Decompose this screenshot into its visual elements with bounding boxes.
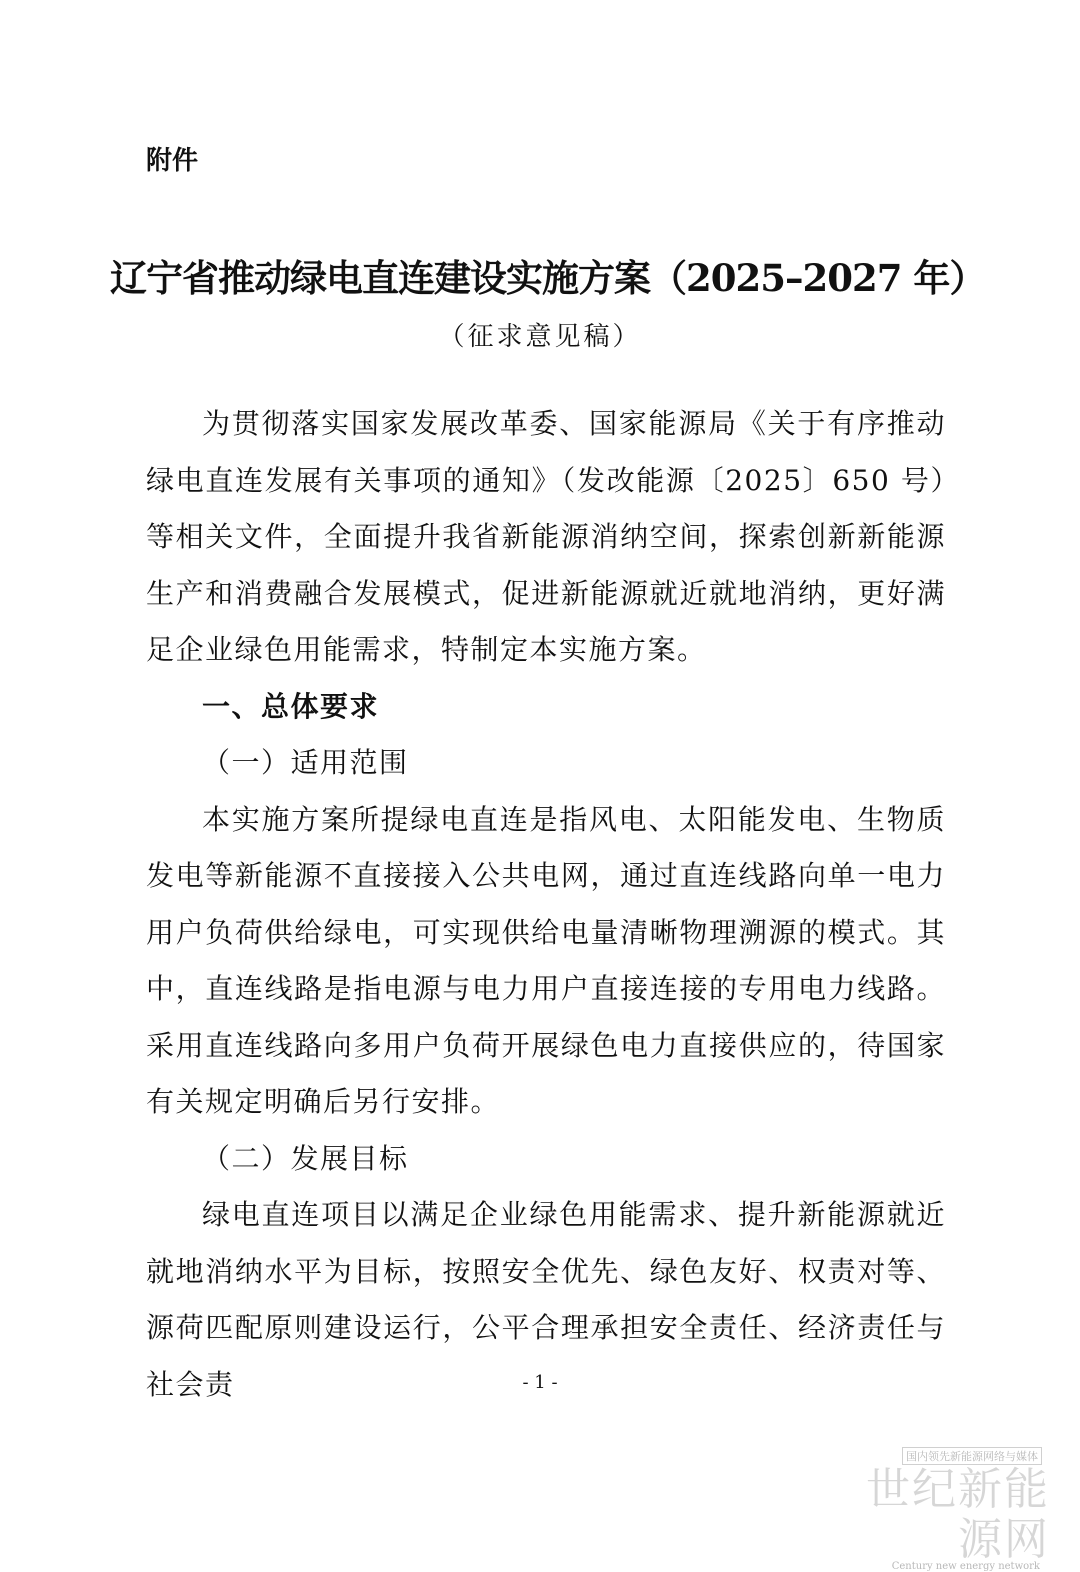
page-number: - 1 - [522, 1372, 558, 1393]
attachment-label: 附件 [146, 146, 199, 176]
watermark [840, 1445, 1050, 1572]
scope-paragraph: 本实施方案所提绿电直连是指风电、太阳能发电、生物质发电等新能源不直接接入公共电网，通过直连线路向单一电力用户负荷供给绿电，可实现供给电量清晰物理溯源的模式。其中，直连线路是指电源与电力用户直接连接的专用电力线路。采用直连线路向多用户负荷开展绿色电力直接供应的，待国家有关规定明确后另行安排。 [146, 802, 946, 1118]
watermark-slogan: 国内领先新能源网络与媒体 [902, 1447, 1042, 1465]
watermark-english: Century new energy network [891, 1561, 1040, 1572]
document-subtitle: （征求意见稿） [438, 322, 642, 352]
document-body [146, 396, 946, 1413]
subsection-heading: （二）发展目标 [202, 1141, 409, 1175]
document-title: 辽宁省推动绿电直连建设实施方案（2025–2027 年） [110, 256, 986, 300]
subsection-heading: （一）适用范围 [202, 746, 409, 779]
watermark-name: 世纪新能源网 [866, 1464, 1050, 1565]
intro-paragraph: 为贯彻落实国家发展改革委、国家能源局《关于有序推动绿电直连发展有关事项的通知》（发改能源〔2025〕650 号）等相关文件，全面提升我省新能源消纳空间，探索创新新能源生产和消费融合发展模式，促进新能源就近就地消纳，更好满足企业绿色用能需求，特制定本实施方案。 [146, 407, 946, 666]
goals-paragraph: 绿电直连项目以满足企业绿色用能需求、提升新能源就近就地消纳水平为目标，按照安全优先、绿色友好、权责对等、源荷匹配原则建设运行，公平合理承担安全责任、经济责任与社会责 [146, 1198, 946, 1401]
section-heading: 一、总体要求 [202, 689, 380, 723]
